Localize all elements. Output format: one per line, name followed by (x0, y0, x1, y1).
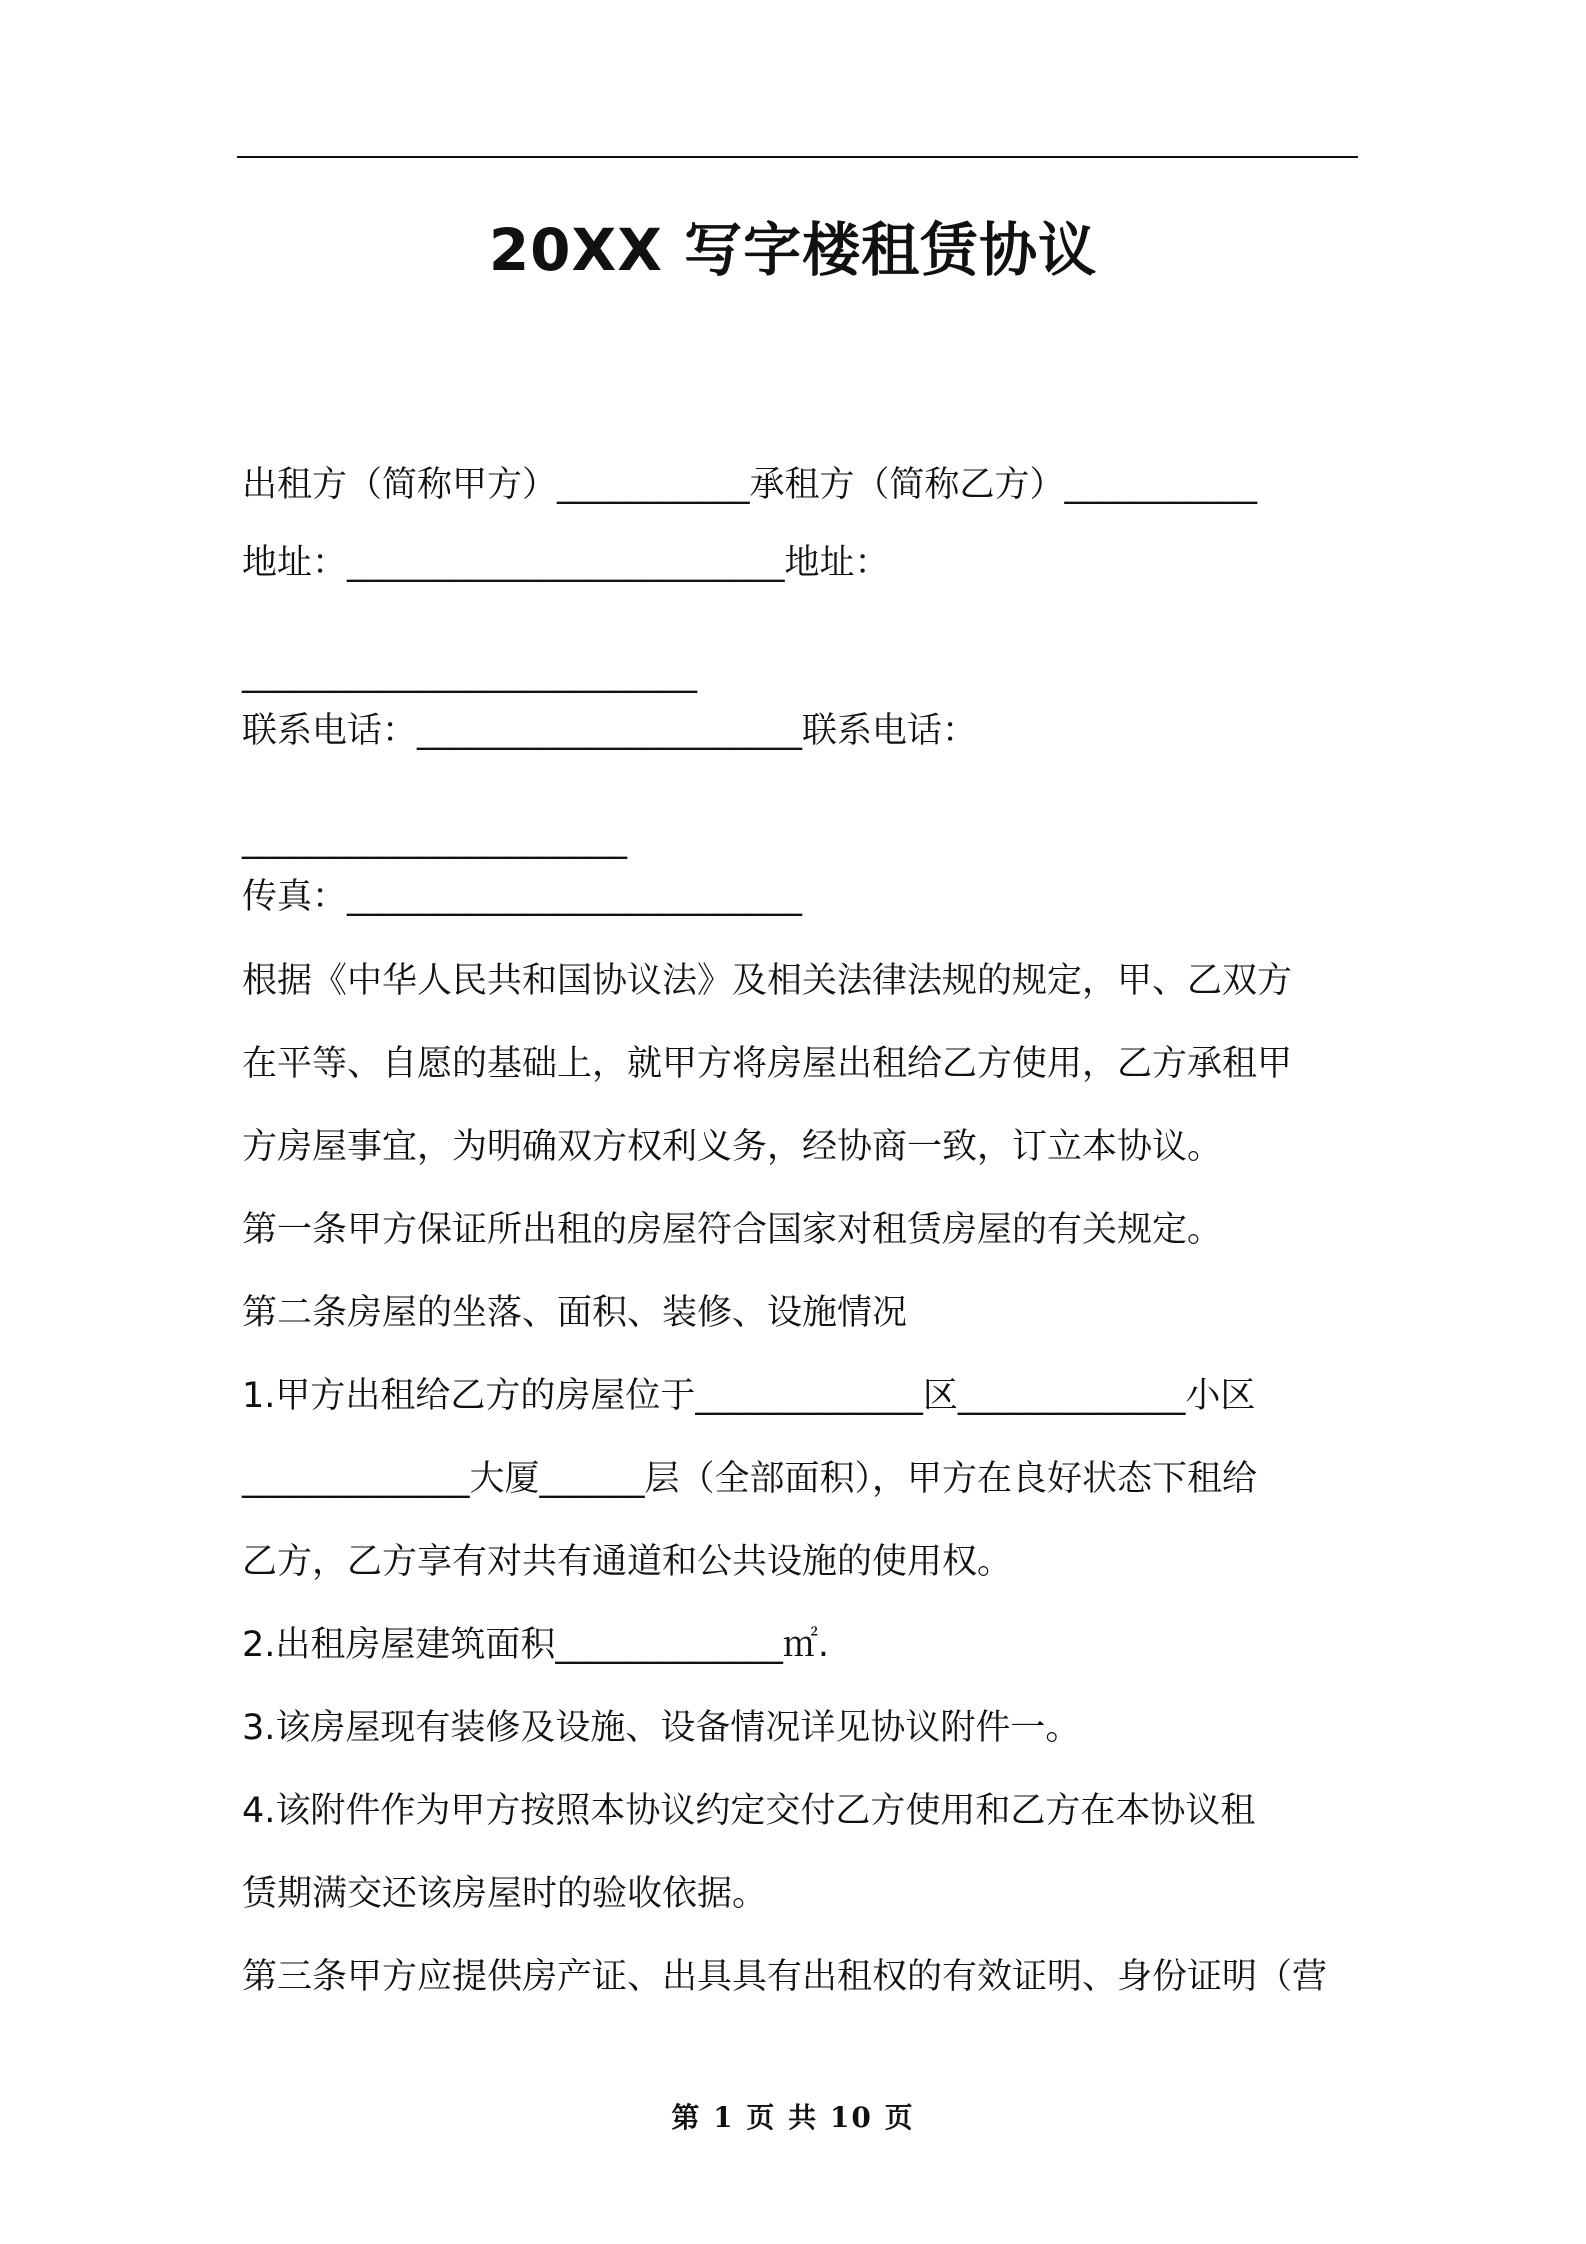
phone-blank-line: ______________________ (242, 820, 627, 860)
clause-two-heading: 第二条房屋的坐落、面积、装修、设施情况 (242, 1293, 908, 1333)
clause-two-item-1-cont: 乙方，乙方享有对共有通道和公共设施的使用权。 (242, 1542, 1013, 1582)
clause-two-item-4: 4.该附件作为甲方按照本协议约定交付乙方使用和乙方在本协议租 (242, 1791, 1256, 1831)
clause-one: 第一条甲方保证所出租的房屋符合国家对租赁房屋的有关规定。 (242, 1210, 1223, 1250)
clause-two-item-1-cont: _____________大厦______层（全部面积），甲方在良好状态下租给 (242, 1459, 1258, 1499)
header-rule (237, 156, 1358, 158)
clause-two-item-4-cont: 赁期满交还该房屋时的验收依据。 (242, 1874, 768, 1914)
clause-two-item-2: 2.出租房屋建筑面积_____________㎡. (242, 1625, 830, 1665)
body-paragraph-line: 在平等、自愿的基础上，就甲方将房屋出租给乙方使用，乙方承租甲 (242, 1044, 1293, 1084)
fax-line: 传真：__________________________ (242, 877, 803, 917)
clause-two-item-3: 3.该房屋现有装修及设施、设备情况详见协议附件一。 (242, 1708, 1081, 1748)
document-title: 20XX 写字楼租赁协议 (488, 216, 1098, 284)
address-blank-line: __________________________ (242, 654, 697, 694)
body-paragraph-line: 方房屋事宜，为明确双方权利义务，经协商一致，订立本协议。 (242, 1127, 1223, 1167)
clause-two-item-1: 1.甲方出租给乙方的房屋位于_____________区_____________小区 (242, 1376, 1256, 1416)
clause-three: 第三条甲方应提供房产证、出具具有出租权的有效证明、身份证明（营 (242, 1957, 1328, 1997)
body-paragraph-line: 根据《中华人民共和国协议法》及相关法律法规的规定，甲、乙双方 (242, 961, 1293, 1001)
page-number-footer: 第 1 页 共 10 页 (671, 2101, 915, 2134)
party-line: 出租方（简称甲方）___________承租方（简称乙方）___________ (242, 465, 1258, 505)
address-line: 地址：_________________________地址： (242, 543, 890, 583)
phone-line: 联系电话：______________________联系电话： (242, 711, 978, 751)
